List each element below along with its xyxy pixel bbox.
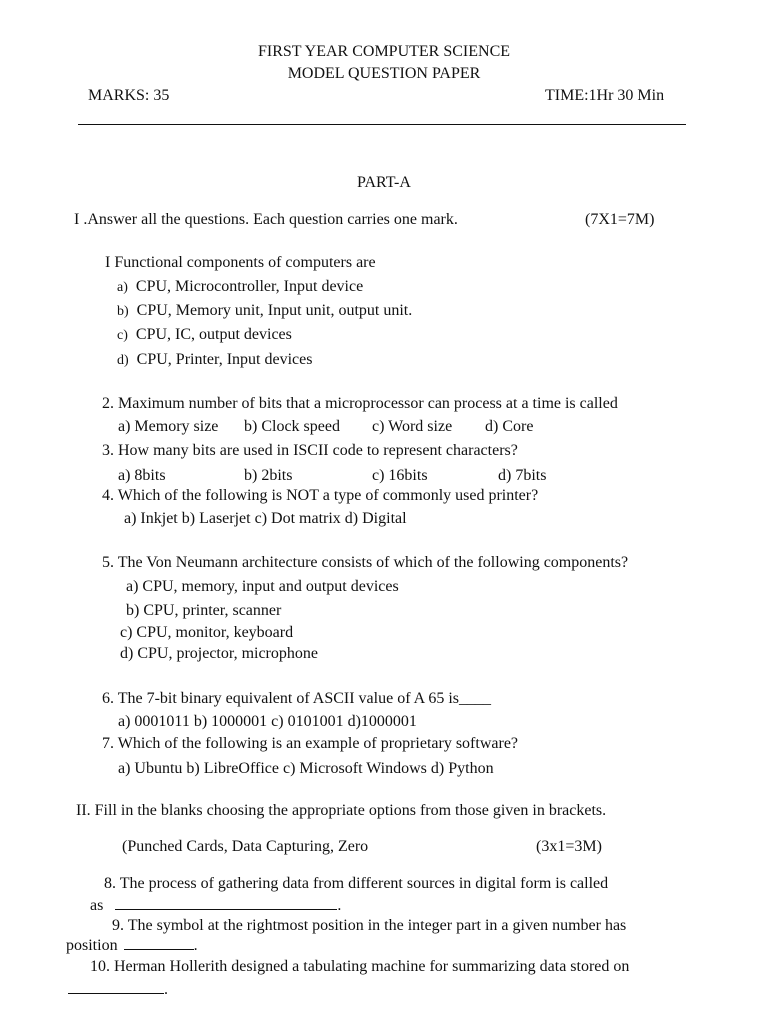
option-label: d) (117, 353, 129, 368)
question-8-prefix: as (90, 897, 104, 914)
question-2-option-b: b) Clock speed (244, 418, 340, 435)
question-3: 3. How many bits are used in ISCII code to represent characters? (102, 442, 518, 459)
option-label: c) (117, 328, 128, 343)
question-1: I Functional components of computers are (105, 254, 376, 271)
section-2-options: (Punched Cards, Data Capturing, Zero (122, 838, 369, 855)
question-1-option-c (117, 325, 292, 346)
part-a-heading: PART-A (357, 174, 411, 191)
option-text: CPU, IC, output devices (135, 326, 292, 343)
question-9-prefix: position (66, 937, 118, 954)
question-4: 4. Which of the following is NOT a type of commonly used printer? (102, 487, 539, 504)
header-divider (78, 124, 686, 125)
question-10-line2: . (68, 980, 168, 1000)
answer-blank[interactable] (68, 981, 164, 994)
question-9-line2: position . (66, 937, 198, 954)
question-10-line1: 10. Herman Hollerith designed a tabulating machine for summarizing data stored on (90, 958, 630, 975)
section-2-instruction: II. Fill in the blanks choosing the appropriate options from those given in brackets. (76, 802, 607, 819)
marks-label: MARKS: 35 (88, 87, 170, 104)
paper-title-line2: MODEL QUESTION PAPER (287, 65, 481, 82)
question-2-option-c: c) Word size (372, 418, 453, 435)
question-9-line1: 9. The symbol at the rightmost position in the integer part in a given number has (112, 917, 627, 934)
question-4-options: a) Inkjet b) Laserjet c) Dot matrix d) Digital (124, 510, 407, 527)
option-label: a) (117, 280, 128, 295)
option-text: CPU, Printer, Input devices (136, 351, 313, 368)
section-2-marks: (3x1=3M) (536, 838, 602, 855)
question-6: 6. The 7-bit binary equivalent of ASCII value of A 65 is____ (102, 690, 491, 707)
question-5-option-a: a) CPU, memory, input and output devices (126, 578, 399, 595)
answer-blank[interactable] (124, 937, 194, 950)
section-1-marks: (7X1=7M) (585, 211, 655, 228)
question-1-option-a (117, 277, 363, 298)
question-3-option-c: c) 16bits (372, 467, 428, 484)
paper-title-line1: FIRST YEAR COMPUTER SCIENCE (257, 43, 511, 60)
question-2-option-d: d) Core (485, 418, 534, 435)
question-1-option-d (117, 350, 312, 371)
question-3-option-a: a) 8bits (118, 467, 166, 484)
question-5-option-d: d) CPU, projector, microphone (120, 645, 318, 662)
question-2-option-a: a) Memory size (118, 418, 219, 435)
question-6-options: a) 0001011 b) 1000001 c) 0101001 d)1000001 (118, 713, 417, 730)
question-5: 5. The Von Neumann architecture consists of which of the following components? (102, 554, 629, 571)
answer-blank[interactable] (115, 897, 337, 910)
question-5-option-b: b) CPU, printer, scanner (126, 602, 282, 619)
question-5-option-c: c) CPU, monitor, keyboard (120, 624, 294, 641)
question-2: 2. Maximum number of bits that a microprocessor can process at a time is called (102, 395, 618, 412)
option-text: CPU, Microcontroller, Input device (135, 278, 364, 295)
question-8-line1: 8. The process of gathering data from different sources in digital form is called (104, 875, 609, 892)
question-3-option-b: b) 2bits (244, 467, 293, 484)
option-label: b) (117, 304, 129, 319)
option-text: CPU, Memory unit, Input unit, output unit. (136, 302, 413, 319)
question-8-line2: as . (90, 897, 342, 914)
question-7-options: a) Ubuntu b) LibreOffice c) Microsoft Windows d) Python (118, 760, 494, 777)
question-1-option-b (117, 301, 412, 322)
section-1-instruction: I .Answer all the questions. Each question carries one mark. (74, 211, 458, 228)
question-3-option-d: d) 7bits (498, 467, 547, 484)
time-label: TIME:1Hr 30 Min (545, 87, 665, 104)
question-7: 7. Which of the following is an example of proprietary software? (102, 735, 519, 752)
